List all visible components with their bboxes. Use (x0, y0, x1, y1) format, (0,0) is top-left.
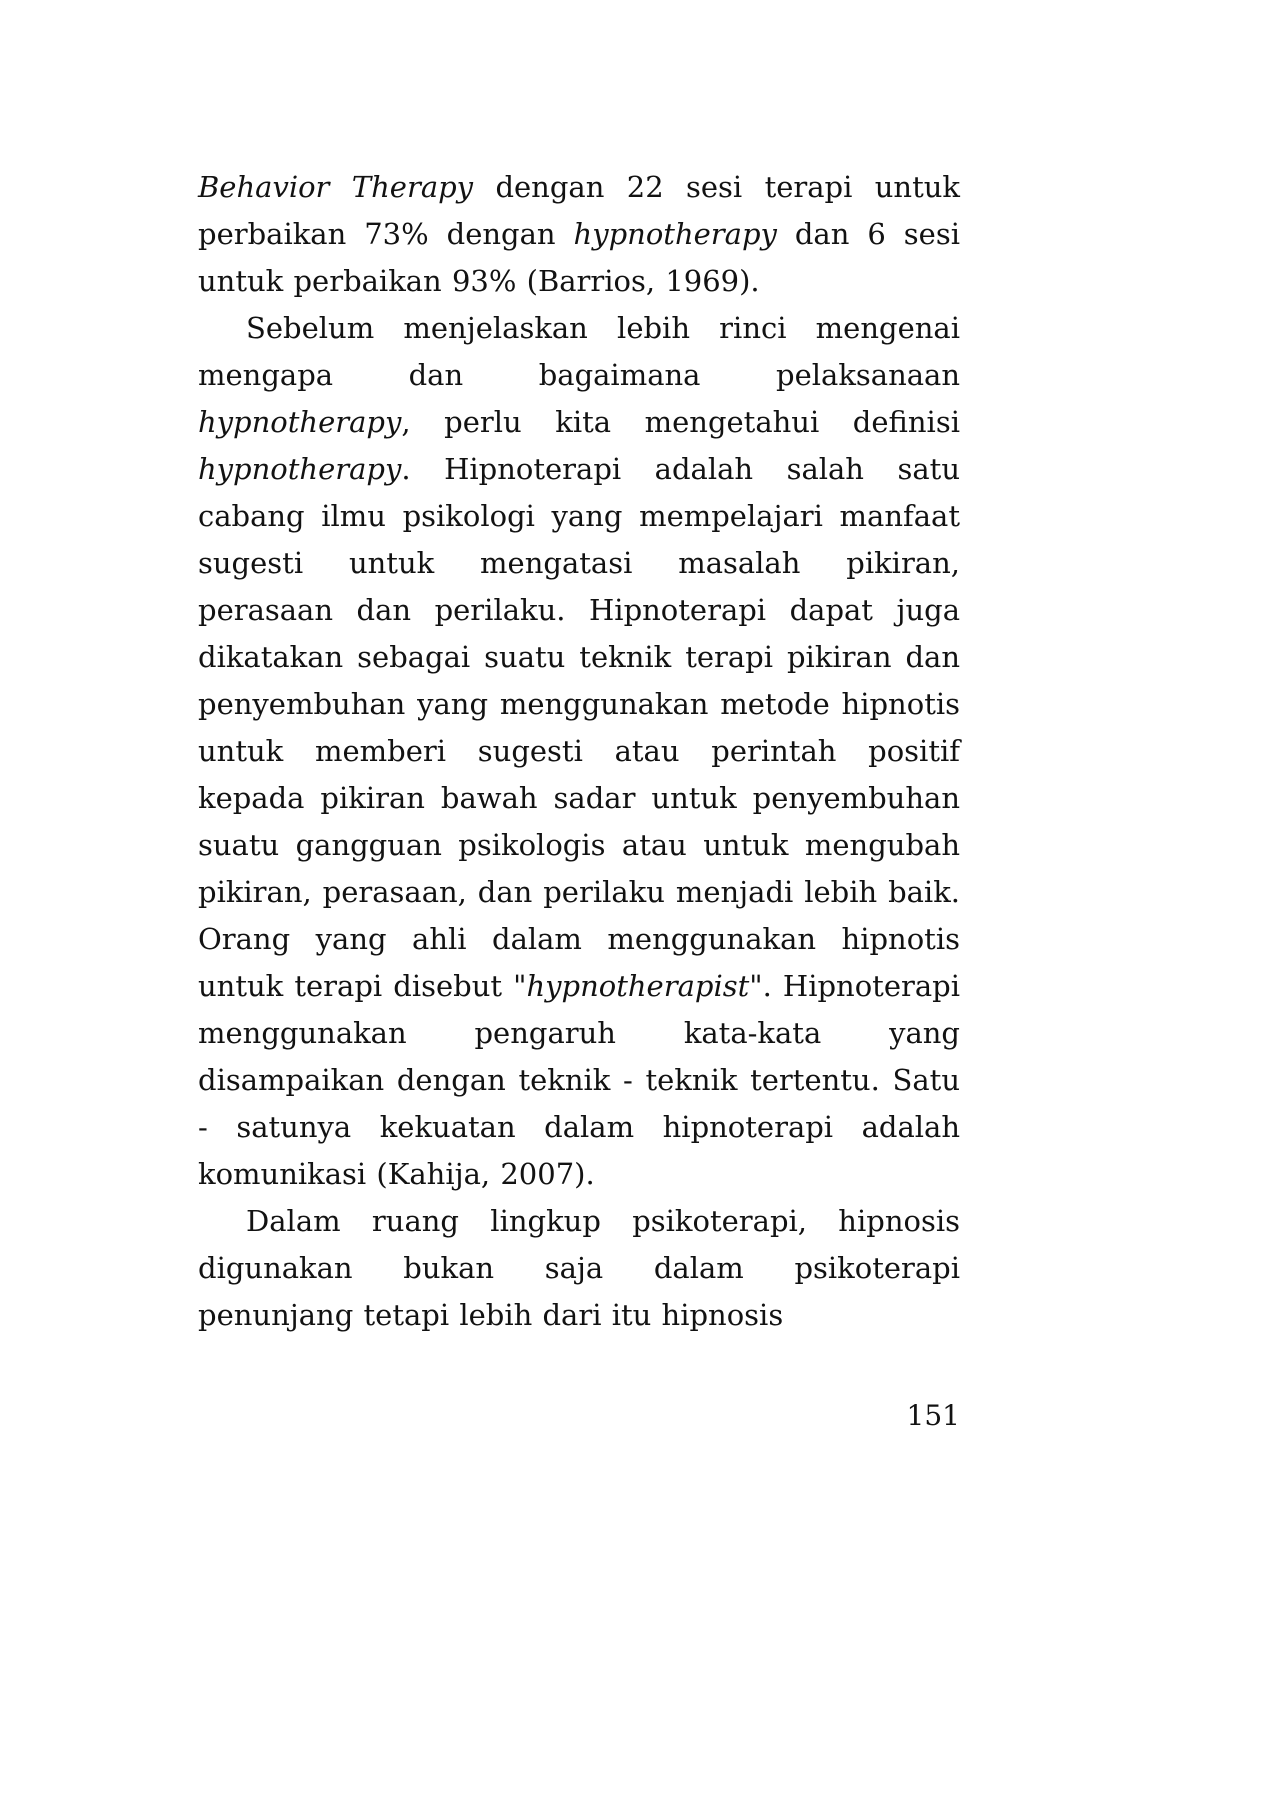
text-run: dengan 22 sesi terapi untuk perbaikan 73% dengan (198, 170, 961, 251)
text-run: Sebelum menjelaskan lebih rinci mengenai mengapa dan bagaimana pelaksanaan (198, 311, 960, 392)
italic-run: hypnotherapy (198, 452, 402, 486)
text-block (198, 164, 960, 1339)
text-run: ". Hipnoterapi menggunakan pengaruh kata-kata yang disampaikan dengan teknik - teknik tertentu. Satu - satunya kekuatan dalam hipnoterapi adalah komunikasi (Kahija, 2007). (198, 969, 960, 1191)
page-number: 151 (906, 1399, 960, 1432)
paragraph-1 (198, 164, 960, 305)
italic-run: hypnotherapist (526, 969, 750, 1003)
text-run: dan 6 sesi untuk perbaikan 93% (Barrios, 1969). (198, 217, 960, 298)
text-run: , perlu kita mengetahui definisi (401, 405, 960, 439)
text-run: Dalam ruang lingkup psikoterapi, hipnosis digunakan bukan saja dalam psikoterapi penunjang tetapi lebih dari itu hipnosis (198, 1204, 960, 1332)
paragraph-3 (198, 1198, 960, 1339)
italic-run: Behavior Therapy (198, 170, 474, 204)
text-run: . Hipnoterapi adalah salah satu cabang ilmu psikologi yang mempelajari manfaat sugesti untuk mengatasi masalah pikiran, perasaan dan perilaku. Hipnoterapi dapat juga dikatakan sebagai suatu teknik terapi pikiran dan penyembuhan yang menggunakan metode hipnotis untuk memberi sugesti atau perintah positif kepada pikiran bawah sadar untuk penyembuhan suatu gangguan psikologis atau untuk mengubah pikiran, perasaan, dan perilaku menjadi lebih baik. Orang yang ahli dalam menggunakan hipnotis untuk terapi disebut " (198, 452, 960, 1003)
paragraph-2 (198, 305, 960, 1198)
italic-run: hypnotherapy (198, 405, 402, 439)
italic-run: hypnotherapy (573, 217, 777, 251)
